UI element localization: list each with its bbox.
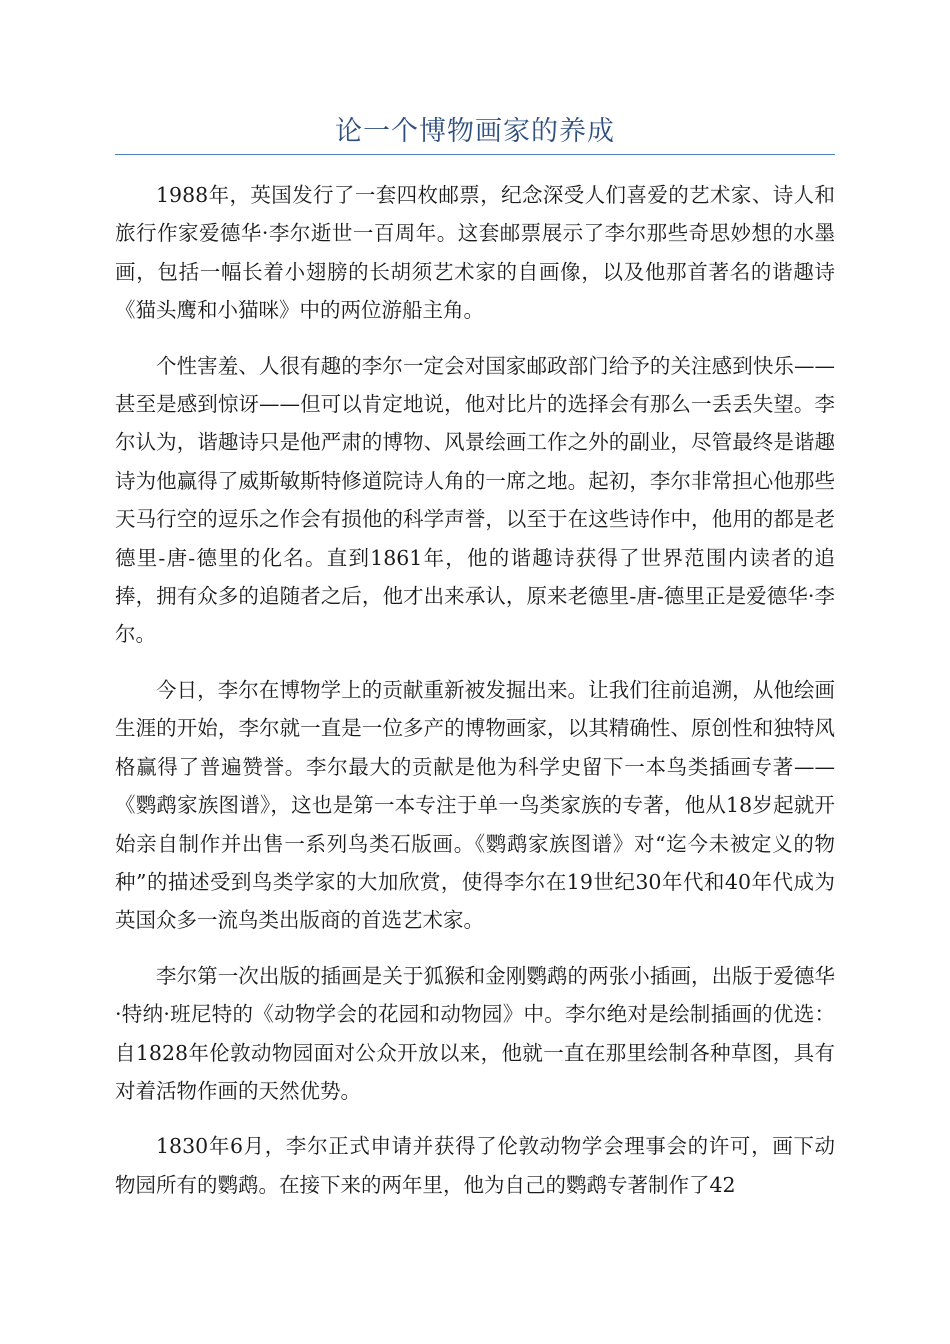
paragraph-5: 1830年6月，李尔正式申请并获得了伦敦动物学会理事会的许可，画下动物园所有的鹦鹉。在接下来的两年里，他为自己的鹦鹉专著制作了42 [115, 1134, 835, 1197]
title-underline [115, 154, 835, 155]
paragraph-3: 今日，李尔在博物学上的贡献重新被发掘出来。让我们往前追溯，从他绘画生涯的开始，李尔就一直是一位多产的博物画家，以其精确性、原创性和独特风格赢得了普遍赞誉。李尔最大的贡献是他为科学史留下一本鸟类插画专著——《鹦鹉家族图谱》，这也是第一本专注于单一鸟类家族的专著，他从18岁起就开始亲自制作并出售一系列鸟类石版画。《鹦鹉家族图谱》对“迄今未被定义的物种”的描述受到鸟类学家的大加欣赏，使得李尔在19世纪30年代和40年代成为英国众多一流鸟类出版商的首选艺术家。 [115, 677, 835, 933]
paragraph-2: 个性害羞、人很有趣的李尔一定会对国家邮政部门给予的关注感到快乐——甚至是感到惊讶——但可以肯定地说，他对比片的选择会有那么一丢丢失望。李尔认为，谐趣诗只是他严肃的博物、风景绘画工作之外的副业，尽管最终是谐趣诗为他赢得了威斯敏斯特修道院诗人角的一席之地。起初，李尔非常担心他那些天马行空的逗乐之作会有损他的科学声誉，以至于在这些诗作中，他用的都是老德里-唐-德里的化名。直到1861年，他的谐趣诗获得了世界范围内读者的追捧，拥有众多的追随者之后，他才出来承认，原来老德里-唐-德里正是爱德华·李尔。 [115, 353, 835, 647]
paragraph-4: 李尔第一次出版的插画是关于狐猴和金刚鹦鹉的两张小插画，出版于爱德华·特纳·班尼特的《动物学会的花园和动物园》中。李尔绝对是绘制插画的优选：自1828年伦敦动物园面对公众开放以来，他就一直在那里绘制各种草图，具有对着活物作画的天然优势。 [115, 963, 835, 1103]
document-body [115, 176, 835, 1221]
document-title: 论一个博物画家的养成 [335, 116, 615, 147]
paragraph-1: 1988年，英国发行了一套四枚邮票，纪念深受人们喜爱的艺术家、诗人和旅行作家爱德华·李尔逝世一百周年。这套邮票展示了李尔那些奇思妙想的水墨画，包括一幅长着小翅膀的长胡须艺术家的自画像，以及他那首著名的谐趣诗《猫头鹰和小猫咪》中的两位游船主角。 [115, 183, 835, 323]
